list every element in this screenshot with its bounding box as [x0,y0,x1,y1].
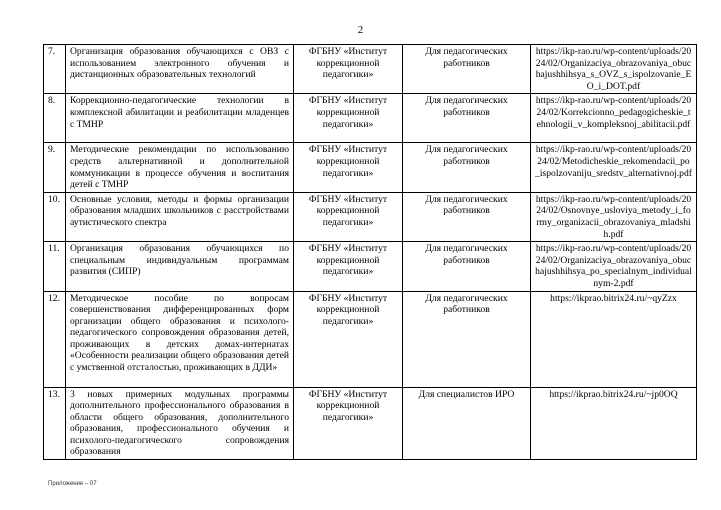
resource-audience: Для педагогических работников [403,192,531,241]
resource-organization: ФГБНУ «Институт коррекционной педагогики» [294,45,403,94]
footer-note: Приложение – 07 [48,481,97,487]
resource-audience: Для педагогических работников [403,242,531,291]
resource-title: Методическое пособие по вопросам совершенствования дифференцированных форм организации общего образования и психолого-педагогического сопровождения образования детей, проживающих в детских домах-интернатах «Особенности реализации общего образования детей с умственной отсталостью, проживающих в ДДИ» [66,291,294,387]
table-row [44,242,697,291]
row-number: 13. [44,387,66,460]
resource-audience: Для педагогических работников [403,143,531,192]
resources-table [43,44,697,460]
resource-link[interactable]: https://ikp-rao.ru/wp-content/uploads/2024/02/Organizaciya_obrazovaniya_obuchajushhihsya_s_OVZ_s_ispolzovanie_EO_i_DOT.pdf [531,45,697,94]
resource-link[interactable]: https://ikp-rao.ru/wp-content/uploads/2024/02/Osnovnye_usloviya_metody_i_formy_organizacii_obrazovaniya_mladshih.pdf [531,192,697,241]
resource-link[interactable]: https://ikprao.bitrix24.ru/~jp0OQ [531,387,697,460]
row-number: 8. [44,94,66,143]
row-number: 10. [44,192,66,241]
resource-audience: Для педагогических работников [403,94,531,143]
resource-link[interactable]: https://ikp-rao.ru/wp-content/uploads/2024/02/Korrekcionno_pedagogicheskie_tehnologii_v_kompleksnoj_abilitacii.pdf [531,94,697,143]
resource-link[interactable]: https://ikp-rao.ru/wp-content/uploads/2024/02/Organizaciya_obrazovaniya_obuchajushhihsya_po_specialnym_individualnym-2.pdf [531,242,697,291]
resource-audience: Для специалистов ИРО [403,387,531,460]
table-row [44,143,697,192]
resource-organization: ФГБНУ «Институт коррекционной педагогики» [294,94,403,143]
resource-organization: ФГБНУ «Институт коррекционной педагогики» [294,242,403,291]
table-row [44,291,697,387]
table-row [44,387,697,460]
resource-title: Основные условия, методы и формы организации образования младших школьников с расстройствами аутистического спектра [66,192,294,241]
table-row [44,45,697,94]
row-number: 7. [44,45,66,94]
resource-audience: Для педагогических работников [403,45,531,94]
resource-title: Коррекционно-педагогические технологии в комплексной абилитации и реабилитации младенцев с ТМНР [66,94,294,143]
row-number: 9. [44,143,66,192]
resource-organization: ФГБНУ «Институт коррекционной педагогики» [294,387,403,460]
resource-title: 3 новых примерных модульных программы дополнительного профессионального образования в области общего образования, дополнительного образования, профессионального обучения и психолого-педагогического сопровождения образования [66,387,294,460]
resource-organization: ФГБНУ «Институт коррекционной педагогики» [294,291,403,387]
resource-link[interactable]: https://ikprao.bitrix24.ru/~qyZzx [531,291,697,387]
resource-title: Методические рекомендации по использованию средств альтернативной и дополнительной коммуникации в процессе обучения и воспитания детей с ТМНР [66,143,294,192]
table-row [44,94,697,143]
resource-audience: Для педагогических работников [403,291,531,387]
row-number: 11. [44,242,66,291]
row-number: 12. [44,291,66,387]
resource-link[interactable]: https://ikp-rao.ru/wp-content/uploads/2024/02/Metodicheskie_rekomendacii_po_ispolzovaniju_sredstv_alternativnoj.pdf [531,143,697,192]
table-row [44,192,697,241]
resource-title: Организация образования обучающихся с ОВЗ с использованием электронного обучения и дистанционных образовательных технологий [66,45,294,94]
resource-organization: ФГБНУ «Институт коррекционной педагогики» [294,192,403,241]
page-number: 2 [357,24,364,36]
resource-organization: ФГБНУ «Институт коррекционной педагогики» [294,143,403,192]
resource-title: Организация образования обучающихся по специальным индивидуальным программам развития (СИПР) [66,242,294,291]
